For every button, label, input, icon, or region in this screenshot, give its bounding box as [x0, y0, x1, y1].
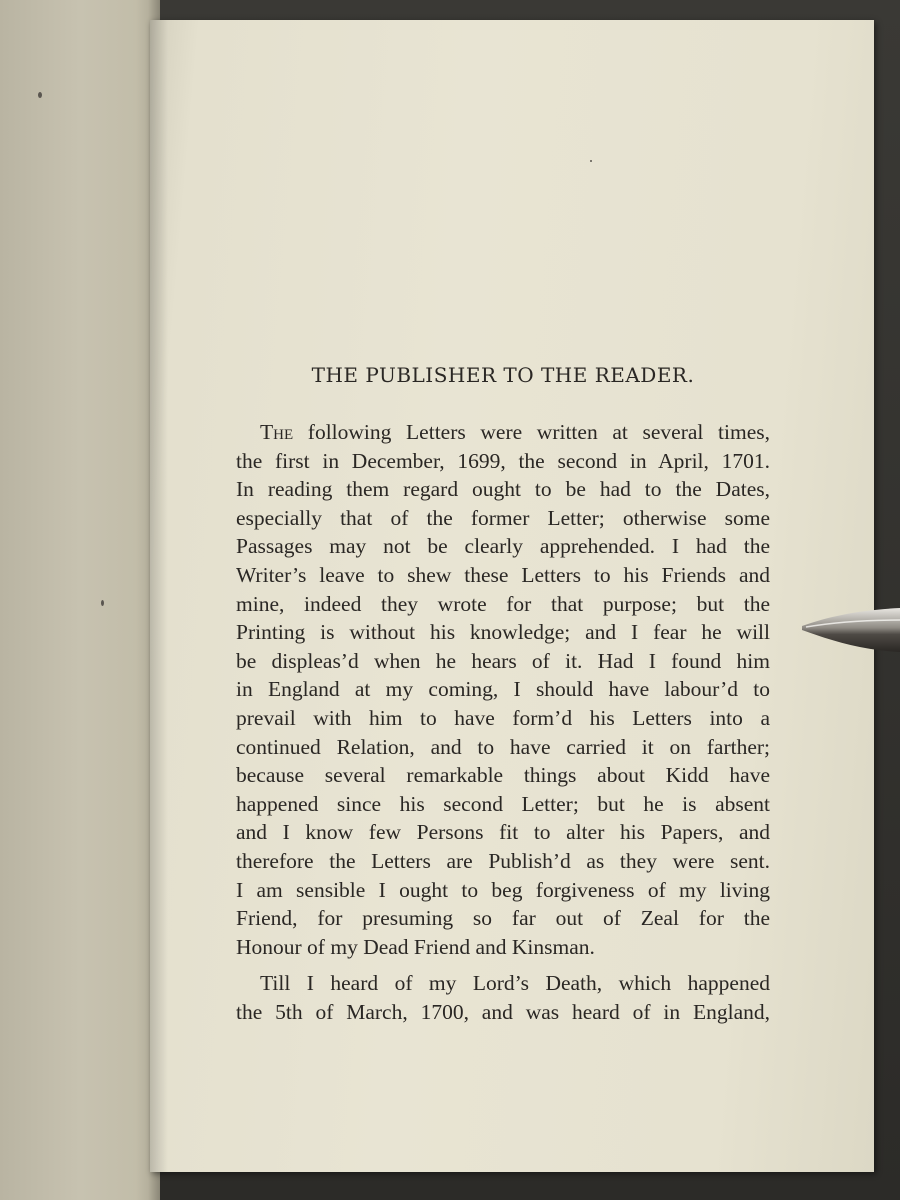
- text-line: the 5th of March, 1700, and was heard of in England,: [236, 999, 770, 1024]
- text-line: I am sensible I ought to beg forgiveness of my living: [236, 877, 770, 902]
- text-line: The following Letters were written at several times,: [260, 420, 770, 444]
- left-page: [0, 0, 160, 1200]
- body-text: [236, 418, 770, 1026]
- paper-speck: [590, 160, 592, 162]
- text-line: happened since his second Letter; but he is absent: [236, 791, 770, 816]
- text-line: especially that of the former Letter; otherwise some: [236, 505, 770, 530]
- page-gutter-shadow: [150, 20, 168, 1172]
- text-line: because several remarkable things about Kidd have: [236, 763, 770, 788]
- page-heading: THE PUBLISHER TO THE READER.: [311, 363, 695, 387]
- text-line: continued Relation, and to have carried it on farther;: [236, 734, 770, 759]
- paper-speck: [101, 600, 104, 606]
- text-line: Printing is without his knowledge; and I fear he will: [236, 620, 770, 645]
- text-line: Writer’s leave to shew these Letters to his Friends and: [236, 562, 770, 587]
- text-line: prevail with him to have form’d his Letters into a: [236, 705, 770, 730]
- text-line: Passages may not be clearly apprehended. I had the: [236, 534, 770, 559]
- text-line: Friend, for presuming so far out of Zeal for the: [236, 906, 770, 931]
- text-line: Honour of my Dead Friend and Kinsman.: [236, 934, 595, 959]
- text-line: in England at my coming, I should have labour’d to: [236, 677, 770, 702]
- metal-page-clip: [800, 606, 900, 656]
- paper-speck: [38, 92, 42, 98]
- text-line: the first in December, 1699, the second in April, 1701.: [236, 448, 770, 473]
- text-line: Till I heard of my Lord’s Death, which happened: [260, 971, 770, 996]
- text-line: and I know few Persons fit to alter his Papers, and: [236, 820, 770, 845]
- lead-word: The: [260, 420, 294, 444]
- text-line: therefore the Letters are Publish’d as they were sent.: [236, 848, 770, 873]
- text-line: be displeas’d when he hears of it. Had I found him: [236, 648, 770, 673]
- text-line: In reading them regard ought to be had to the Dates,: [236, 477, 770, 502]
- text-line: mine, indeed they wrote for that purpose; but the: [236, 591, 770, 616]
